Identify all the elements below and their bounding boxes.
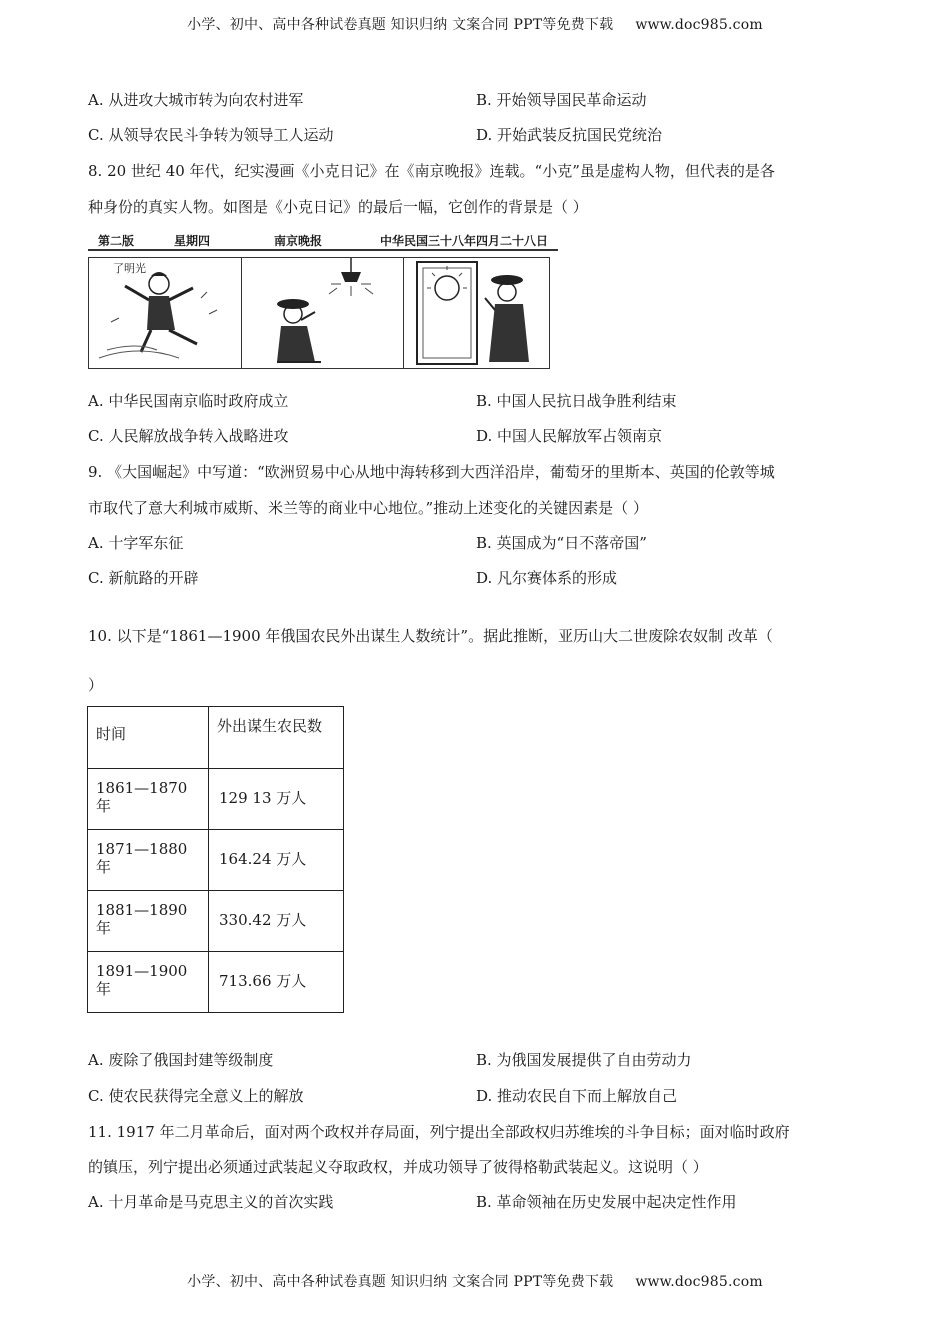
table-row	[88, 830, 344, 891]
table-cell-period: 1881—1890年	[88, 891, 209, 952]
q10-option-c[interactable]: C. 使农民获得完全意义上的解放	[88, 1087, 304, 1105]
man-under-lamp-drawing	[241, 258, 403, 368]
q9-option-d[interactable]: D. 凡尔赛体系的形成	[476, 569, 618, 587]
table-row	[88, 769, 344, 830]
q8-option-a[interactable]: A. 中华民国南京临时政府成立	[88, 392, 289, 410]
q8-option-b[interactable]: B. 中国人民抗日战争胜利结束	[476, 392, 677, 410]
q10-option-a[interactable]: A. 废除了俄国封建等级制度	[88, 1051, 274, 1069]
q7-option-c[interactable]: C. 从领导农民斗争转为领导工人运动	[88, 126, 334, 144]
dancing-man-drawing	[89, 258, 241, 368]
q8-option-c[interactable]: C. 人民解放战争转入战略进攻	[88, 427, 289, 445]
table-header-row	[88, 707, 344, 769]
q9-stem-line1: 9. 《大国崛起》中写道：“欧洲贸易中心从地中海转移到大西洋沿岸，葡萄牙的里斯本、英国的伦敦等城	[88, 463, 775, 481]
q11-stem-line2: 的镇压，列宁提出必须通过武装起义夺取政权，并成功领导了彼得格勒武装起义。这说明（ ）	[88, 1158, 708, 1176]
footer-text: 小学、初中、高中各种试卷真题 知识归纳 文案合同 PPT等免费下载	[187, 1274, 614, 1290]
comic-strip-figure	[88, 229, 560, 371]
man-at-window-drawing	[403, 258, 548, 368]
peasant-migration-table	[87, 706, 344, 1013]
q7-option-b[interactable]: B. 开始领导国民革命运动	[476, 91, 647, 109]
table-cell-period: 1891—1900年	[88, 952, 209, 1013]
q8-stem-line1: 8. 20 世纪 40 年代，纪实漫画《小克日记》在《南京晚报》连载。“小克”虽是虚构人物，但代表的是各	[88, 162, 775, 180]
q7-option-a[interactable]: A. 从进攻大城市转为向农村进军	[88, 91, 304, 109]
masthead-date: 中华民国三十八年四月二十八日	[380, 234, 549, 248]
masthead-edition: 第二版	[98, 234, 135, 248]
table-row	[88, 952, 344, 1013]
table-row	[88, 891, 344, 952]
comic-frame-2	[241, 258, 404, 368]
table-header-cell: 时间	[88, 707, 209, 769]
q9-option-a[interactable]: A. 十字军东征	[88, 534, 184, 552]
header-site[interactable]: www.doc985.com	[635, 17, 763, 33]
q7-option-d[interactable]: D. 开始武装反抗国民党统治	[476, 126, 663, 144]
frame-caption: 了明光	[113, 262, 146, 275]
table-cell-count: 129 13 万人	[209, 769, 344, 830]
footer-site[interactable]: www.doc985.com	[635, 1274, 763, 1290]
q11-option-a[interactable]: A. 十月革命是马克思主义的首次实践	[88, 1193, 334, 1211]
page-footer	[0, 1271, 950, 1291]
q10-option-d[interactable]: D. 推动农民自下而上解放自己	[476, 1087, 678, 1105]
table-header-cell: 外出谋生农民数	[209, 707, 344, 769]
q9-option-b[interactable]: B. 英国成为“日不落帝国”	[476, 534, 647, 552]
table-cell-count: 164.24 万人	[209, 830, 344, 891]
q10-stem-line2: ）	[88, 676, 104, 694]
q11-stem-line1: 11. 1917 年二月革命后，面对两个政权并存局面，列宁提出全部政权归苏维埃的斗争目标；面对临时政府	[88, 1123, 790, 1141]
header-text: 小学、初中、高中各种试卷真题 知识归纳 文案合同 PPT等免费下载	[187, 17, 614, 33]
q8-option-d[interactable]: D. 中国人民解放军占领南京	[476, 427, 663, 445]
table-cell-period: 1861—1870年	[88, 769, 209, 830]
comic-frames	[88, 257, 550, 369]
table-cell-count: 330.42 万人	[209, 891, 344, 952]
newspaper-masthead	[88, 229, 558, 251]
q9-stem-line2: 市取代了意大利城市威斯、米兰等的商业中心地位。”推动上述变化的关键因素是（ ）	[88, 499, 648, 517]
masthead-paper: 南京晚报	[274, 234, 323, 248]
q10-stem-line1: 10. 以下是“1861—1900 年俄国农民外出谋生人数统计”。据此推断，亚历山大二世废除农奴制 改革（	[88, 627, 773, 645]
comic-frame-1	[89, 258, 242, 368]
table-cell-period: 1871—1880年	[88, 830, 209, 891]
comic-frame-3	[403, 258, 548, 368]
q9-option-c[interactable]: C. 新航路的开辟	[88, 569, 199, 587]
page-header	[0, 14, 950, 34]
q11-option-b[interactable]: B. 革命领袖在历史发展中起决定性作用	[476, 1193, 737, 1211]
masthead-weekday: 星期四	[174, 234, 211, 248]
q8-stem-line2: 种身份的真实人物。如图是《小克日记》的最后一幅，它创作的背景是（ ）	[88, 198, 588, 216]
table-cell-count: 713.66 万人	[209, 952, 344, 1013]
q10-option-b[interactable]: B. 为俄国发展提供了自由劳动力	[476, 1051, 692, 1069]
